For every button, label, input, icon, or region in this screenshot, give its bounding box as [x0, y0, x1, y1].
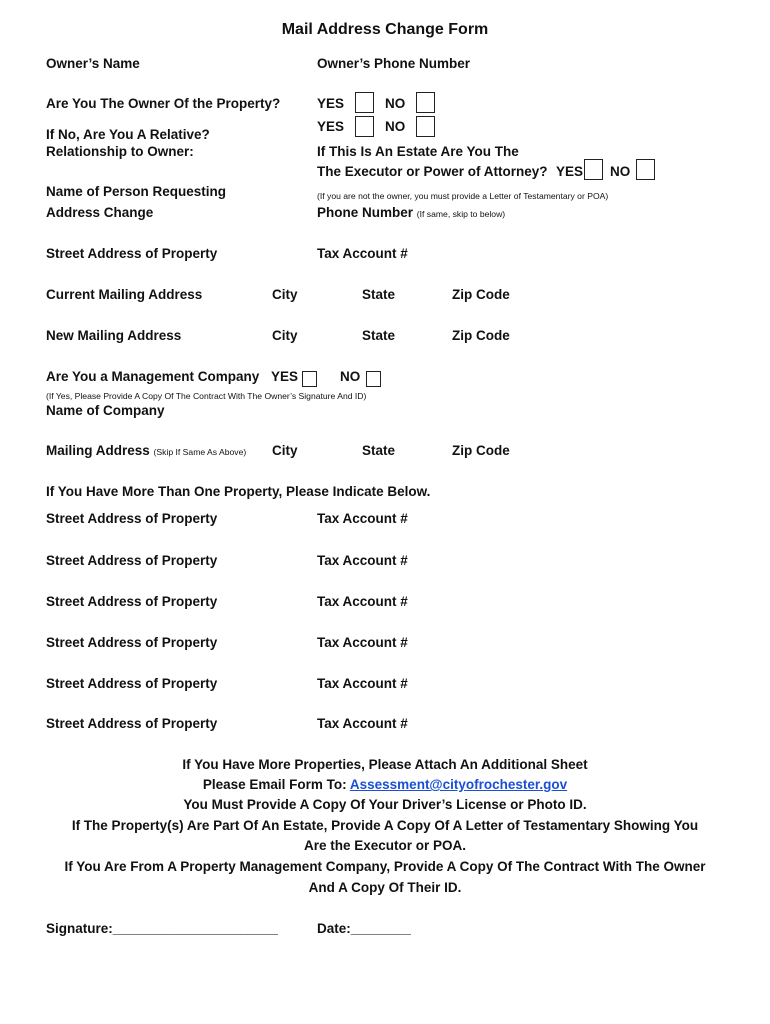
estate-no-label: NO: [610, 164, 631, 179]
mailing-city-label: City: [272, 443, 298, 458]
estate-question-line1: If This Is An Estate Are You The: [317, 144, 519, 159]
owner-name-label: Owner’s Name: [46, 56, 140, 71]
new-state-label: State: [362, 328, 396, 343]
footer-line-4: If The Property(s) Are Part Of An Estate, Provide A Copy Of A Letter of Testamentary Showing You: [71, 818, 699, 833]
signature-field[interactable]: Signature:______________________: [46, 921, 278, 936]
mgmt-no-checkbox[interactable]: [366, 371, 381, 387]
property-row-2-tax: Tax Account #: [317, 553, 408, 568]
relative-yes-label: YES: [317, 119, 345, 134]
phone-note: (If same, skip to below): [416, 209, 506, 219]
phone-number-text: Phone Number: [317, 205, 414, 220]
property-row-4-tax: Tax Account #: [317, 635, 408, 650]
mgmt-no-label: NO: [340, 369, 361, 384]
mailing-state-label: State: [362, 443, 396, 458]
property-row-3-tax: Tax Account #: [317, 594, 408, 609]
relationship-label: Relationship to Owner:: [46, 144, 194, 159]
estate-yes-checkbox[interactable]: [584, 159, 603, 180]
footer-line-7: And A Copy Of Their ID.: [308, 880, 462, 895]
date-field[interactable]: Date:________: [317, 921, 411, 936]
property-row-6-tax: Tax Account #: [317, 716, 408, 731]
relative-no-checkbox[interactable]: [416, 116, 435, 137]
property-row-5-street: Street Address of Property: [46, 676, 218, 691]
mgmt-note: (If Yes, Please Provide A Copy Of The Contract With The Owner’s Signature And ID): [46, 391, 367, 401]
current-mailing-label: Current Mailing Address: [46, 287, 203, 302]
footer-line-5: Are the Executor or POA.: [303, 838, 467, 853]
new-zip-label: Zip Code: [452, 328, 510, 343]
new-mailing-label: New Mailing Address: [46, 328, 182, 343]
relative-yes-checkbox[interactable]: [355, 116, 374, 137]
mgmt-question-label: Are You a Management Company: [46, 369, 260, 384]
footer-line-6: If You Are From A Property Management Company, Provide A Copy Of The Contract With The Owner: [64, 859, 706, 874]
owner-question-label: Are You The Owner Of the Property?: [46, 96, 281, 111]
street-address-label: Street Address of Property: [46, 246, 218, 261]
property-row-5-tax: Tax Account #: [317, 676, 408, 691]
company-name-label: Name of Company: [46, 403, 165, 418]
requester-label-line2: Address Change: [46, 205, 154, 220]
relative-no-label: NO: [385, 119, 406, 134]
requester-label-line1: Name of Person Requesting: [46, 184, 227, 199]
tax-account-label: Tax Account #: [317, 246, 408, 261]
footer-line-1: If You Have More Properties, Please Attach An Additional Sheet: [182, 757, 588, 772]
property-row-1-tax: Tax Account #: [317, 511, 408, 526]
owner-phone-label: Owner’s Phone Number: [317, 56, 471, 71]
estate-question-line2: The Executor or Power of Attorney?: [317, 164, 548, 179]
property-row-2-street: Street Address of Property: [46, 553, 218, 568]
owner-no-checkbox[interactable]: [416, 92, 435, 113]
estate-yes-label: YES: [556, 164, 584, 179]
mgmt-yes-checkbox[interactable]: [302, 371, 317, 387]
current-state-label: State: [362, 287, 396, 302]
property-row-3-street: Street Address of Property: [46, 594, 218, 609]
mailing-address-text: Mailing Address: [46, 443, 150, 458]
not-owner-note: (If you are not the owner, you must provide a Letter of Testamentary or POA): [317, 191, 609, 201]
page-title: Mail Address Change Form: [281, 21, 489, 38]
owner-yes-checkbox[interactable]: [355, 92, 374, 113]
current-city-label: City: [272, 287, 298, 302]
property-row-1-street: Street Address of Property: [46, 511, 218, 526]
new-city-label: City: [272, 328, 298, 343]
mgmt-yes-label: YES: [271, 369, 299, 384]
more-properties-heading: If You Have More Than One Property, Please Indicate Below.: [46, 484, 431, 499]
footer-email-label: Please Email Form To:: [202, 777, 347, 792]
phone-number-label: [317, 205, 505, 222]
footer-email-line: [0, 777, 770, 793]
email-link[interactable]: Assessment@cityofrochester.gov: [349, 777, 568, 792]
relative-question-label: If No, Are You A Relative?: [46, 127, 210, 142]
mailing-address-label: [46, 443, 246, 460]
owner-no-label: NO: [385, 96, 406, 111]
footer-line-3: You Must Provide A Copy Of Your Driver’s License or Photo ID.: [183, 797, 587, 812]
property-row-4-street: Street Address of Property: [46, 635, 218, 650]
mailing-zip-label: Zip Code: [452, 443, 510, 458]
estate-no-checkbox[interactable]: [636, 159, 655, 180]
property-row-6-street: Street Address of Property: [46, 716, 218, 731]
current-zip-label: Zip Code: [452, 287, 510, 302]
mailing-note: (Skip If Same As Above): [153, 447, 247, 457]
owner-yes-label: YES: [317, 96, 345, 111]
